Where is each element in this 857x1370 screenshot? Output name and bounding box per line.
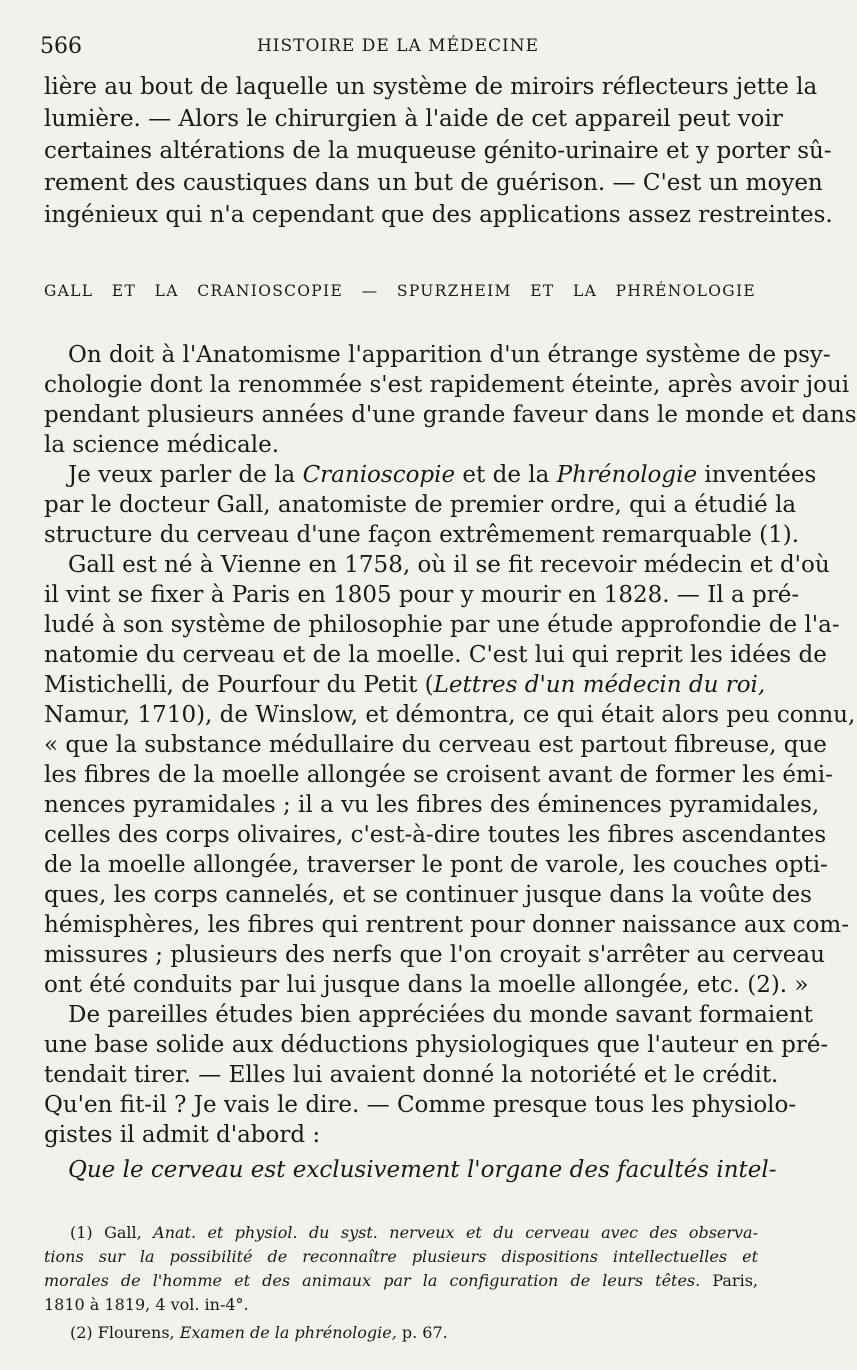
italic-span: Examen de la phrénologie,: [179, 1323, 397, 1342]
text-line: lière au bout de laquelle un système de miroirs réflecteurs jette la: [44, 74, 818, 100]
text-span: inventées: [697, 462, 817, 488]
footnote-line: [70, 1222, 758, 1244]
text-line: ingénieux qui n'a cependant que des applications assez restreintes.: [44, 202, 833, 228]
text-line: Qu'en fit-il ? Je vais le dire. — Comme presque tous les physiolo-: [44, 1092, 797, 1118]
italic-span: Phrénologie: [556, 462, 698, 488]
text-line: certaines altérations de la muqueuse génito-urinaire et y porter sû-: [44, 138, 832, 164]
text-line: la science médicale.: [44, 432, 280, 458]
text-line: celles des corps olivaires, c'est-à-dire toutes les fibres ascendantes: [44, 822, 827, 848]
text-line: ont été conduits par lui jusque dans la moelle allongée, etc. (2). »: [44, 972, 809, 998]
text-line: lumière. — Alors le chirurgien à l'aide de cet appareil peut voir: [44, 106, 783, 132]
text-line: pendant plusieurs années d'une grande faveur dans le monde et dans: [44, 402, 857, 428]
italic-span: Anat. et physiol. du syst. nerveux et du cerveau avec des observa-: [153, 1223, 759, 1242]
running-head: [40, 34, 756, 64]
text-span: (1) Gall,: [70, 1223, 154, 1242]
text-line: Gall est né à Vienne en 1758, où il se fit recevoir médecin et d'où: [68, 552, 830, 578]
text-line: rement des caustiques dans un but de guérison. — C'est un moyen: [44, 170, 823, 196]
running-title: HISTOIRE DE LA MÉDECINE: [256, 36, 540, 56]
italic-span: morales de l'homme et des animaux par la configuration de leurs têtes.: [44, 1271, 701, 1290]
text-line: chologie dont la renommée s'est rapidement éteinte, après avoir joui: [44, 372, 850, 398]
text-line: les fibres de la moelle allongée se croisent avant de former les émi-: [44, 762, 833, 788]
italic-span: Lettres d'un médecin du roi,: [433, 672, 766, 698]
text-span: Je veux parler de la: [68, 462, 303, 488]
text-line: il vint se fixer à Paris en 1805 pour y mourir en 1828. — Il a pré-: [44, 582, 800, 608]
page-number: 566: [40, 34, 82, 59]
italic-span: Que le cerveau est exclusivement l'organe des facultés intel-: [68, 1157, 777, 1183]
text-line: par le docteur Gall, anatomiste de premier ordre, qui a étudié la: [44, 492, 797, 518]
footnote-line: 1810 à 1819, 4 vol. in-4°.: [44, 1295, 249, 1314]
text-line: hémisphères, les fibres qui rentrent pour donner naissance aux com-: [44, 912, 850, 938]
text-line: « que la substance médullaire du cerveau est partout fibreuse, que: [44, 732, 827, 758]
text-span: et de la: [455, 462, 557, 488]
text-line: [44, 670, 766, 700]
italic-span: Cranioscopie: [302, 462, 456, 488]
text-line: missures ; plusieurs des nerfs que l'on croyait s'arrêter au cerveau: [44, 942, 825, 968]
text-line: une base solide aux déductions physiologiques que l'auteur en pré-: [44, 1032, 829, 1058]
text-line: Namur, 1710), de Winslow, et démontra, ce qui était alors peu connu,: [44, 702, 856, 728]
text-line: ques, les corps cannelés, et se continuer jusque dans la voûte des: [44, 882, 812, 908]
footnote-line: [44, 1246, 758, 1268]
text-span: (2) Flourens,: [70, 1323, 180, 1342]
text-span: p. 67.: [396, 1323, 448, 1342]
text-line: nences pyramidales ; il a vu les fibres des éminences pyramidales,: [44, 792, 820, 818]
footnote-line: [44, 1270, 758, 1292]
text-span: Mistichelli, de Pourfour du Petit (: [44, 672, 434, 698]
text-line: [68, 1155, 777, 1185]
text-line: De pareilles études bien appréciées du monde savant formaient: [68, 1002, 813, 1028]
text-line: On doit à l'Anatomisme l'apparition d'un étrange système de psy-: [68, 342, 831, 368]
section-heading: GALL ET LA CRANIOSCOPIE — SPURZHEIM ET LA PHRÉNOLOGIE: [44, 282, 756, 300]
footnote-line: [70, 1322, 780, 1344]
text-line: [68, 460, 817, 490]
italic-span: tions sur la possibilité de reconnaître plusieurs dispositions intellectuelles et: [44, 1247, 758, 1266]
text-line: gistes il admit d'abord :: [44, 1122, 321, 1148]
text-line: tendait tirer. — Elles lui avaient donné la notoriété et le crédit.: [44, 1062, 779, 1088]
text-line: ludé à son système de philosophie par une étude approfondie de l'a-: [44, 612, 840, 638]
text-line: structure du cerveau d'une façon extrêmement remarquable (1).: [44, 522, 800, 548]
text-line: de la moelle allongée, traverser le pont de varole, les couches opti-: [44, 852, 828, 878]
text-span: Paris,: [700, 1271, 758, 1290]
text-line: natomie du cerveau et de la moelle. C'est lui qui reprit les idées de: [44, 642, 827, 668]
